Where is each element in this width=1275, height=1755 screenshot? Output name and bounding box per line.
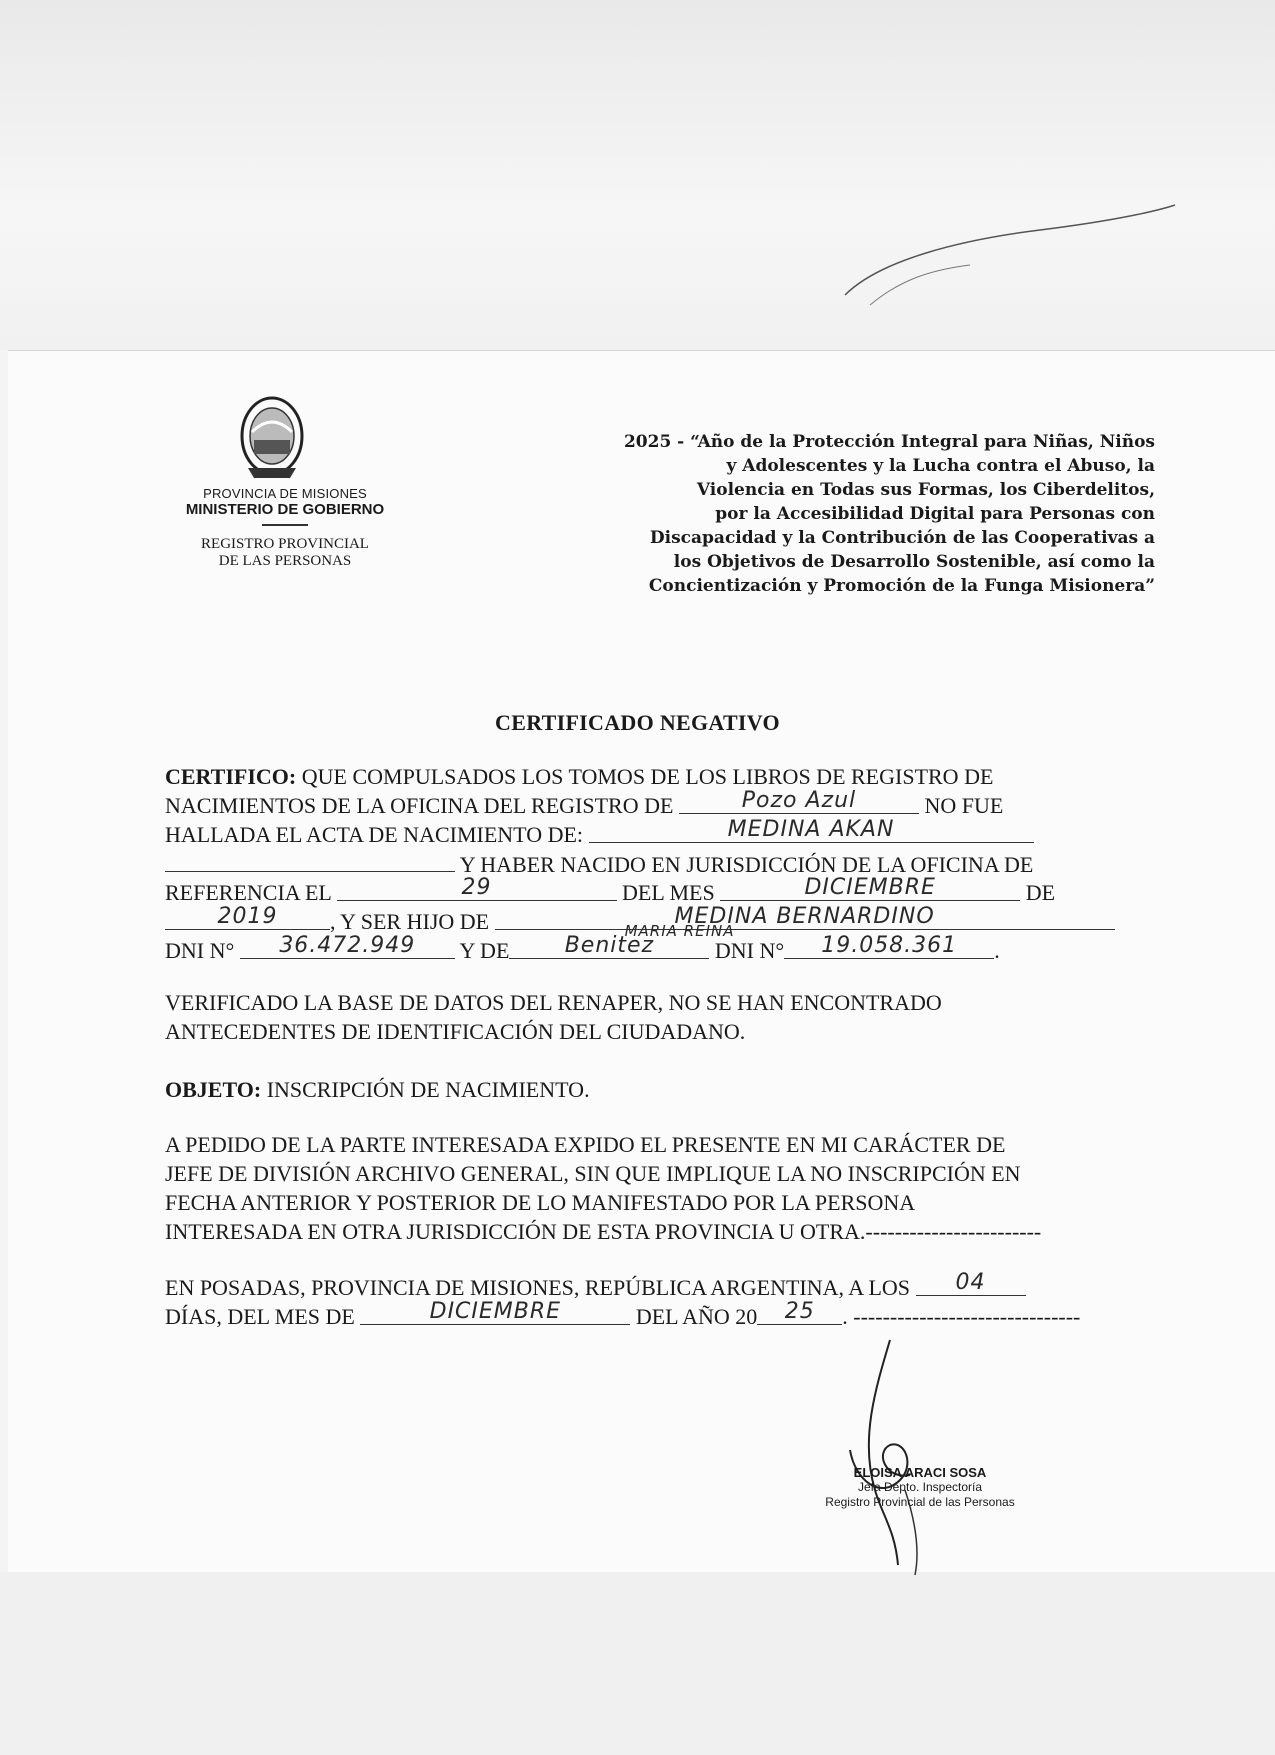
- handwritten-signature: [820, 1330, 940, 1580]
- motto-line: 2025 - “Año de la Protección Integral para Niñas, Niños: [623, 432, 1155, 452]
- certifico-text: QUE COMPULSADOS LOS TOMOS DE LOS LIBROS DE REGISTRO DE: [301, 764, 994, 789]
- certifico-text: Y HABER NACIDO EN JURISDICCIÓN DE LA OFICINA DE: [459, 852, 1034, 877]
- mother-dni-value: 19.058.361: [821, 933, 958, 958]
- birth-month-field: [720, 875, 1020, 901]
- office-field: [679, 788, 919, 814]
- issue-day-field: [916, 1270, 1026, 1296]
- verificado-line: VERIFICADO LA BASE DE DATOS DEL RENAPER, NO SE HAN ENCONTRADO: [165, 990, 942, 1015]
- motto-line: Concientización y Promoción de la Funga Misionera”: [648, 576, 1155, 596]
- scan-background-bottom: [0, 1572, 1275, 1755]
- certifico-text: , Y SER HIJO DE: [330, 909, 490, 934]
- mother-dni-field: [784, 933, 994, 959]
- issue-month-value: DICIEMBRE: [429, 1299, 562, 1324]
- father-dni-field: [240, 933, 455, 959]
- signer-role: Jefa Depto. Inspectoría: [857, 1480, 983, 1494]
- pedido-section: [165, 1130, 1165, 1246]
- motto-line: Discapacidad y la Contribución de las Cooperativas a: [649, 528, 1155, 548]
- header-divider: [262, 524, 308, 526]
- objeto-text: INSCRIPCIÓN DE NACIMIENTO.: [266, 1077, 590, 1102]
- birth-day-field: [337, 875, 617, 901]
- pedido-line: INTERESADA EN OTRA JURISDICCIÓN DE ESTA PROVINCIA U OTRA.------------------------: [165, 1219, 1042, 1244]
- signer-name: ELOISA ARACI SOSA: [853, 1465, 987, 1480]
- name-field: [589, 817, 1034, 843]
- registry-name-line2: DE LAS PERSONAS: [218, 553, 352, 569]
- official-stamp: [790, 1465, 1050, 1510]
- mother-last-name-field: [509, 933, 709, 959]
- year-motto: [500, 430, 1155, 598]
- pen-stroke-mark: [840, 200, 1180, 310]
- objeto-label: OBJETO:: [165, 1077, 262, 1102]
- certifico-text: REFERENCIA EL: [165, 880, 332, 905]
- birth-year-value: 2019: [217, 904, 278, 929]
- name-field-continued: [165, 849, 455, 872]
- certifico-section: CERTIFICO: QUE COMPULSADOS LOS TOMOS DE LOS LIBROS DE REGISTRO DE NACIMIENTOS DE LA OFICINA DEL REGISTRO DE Pozo Azul NO FUE HALLADA EL ACTA DE NACIMIENTO DE: MEDINA AKAN Y HABER NACIDO EN JURISDICCIÓN DE LA OFICINA DE REFERENCIA EL 29 DEL MES DICIEMBRE DE 2019 , Y SER HIJO DE MEDINA BERNARDINO MARIA REINA DNI N° 36.472.949 Y DE Benitez DNI N° 19.058.361 .: [165, 762, 1165, 965]
- issue-year-value: 25: [784, 1299, 815, 1324]
- issue-day-value: 04: [955, 1270, 986, 1295]
- objeto-section: [165, 1075, 1165, 1104]
- mother-first-name-value: MARIA REINA: [624, 922, 735, 940]
- certifico-text: DNI N°: [714, 938, 785, 963]
- registry-name-line1: REGISTRO PROVINCIAL: [201, 536, 369, 552]
- office-value: Pozo Azul: [741, 788, 857, 813]
- certifico-text: HALLADA EL ACTA DE NACIMIENTO DE:: [165, 822, 584, 847]
- place-date-section: [165, 1270, 1165, 1331]
- issue-year-field: [757, 1299, 842, 1325]
- ministry-name: MINISTERIO DE GOBIERNO: [185, 501, 385, 518]
- verificado-line: ANTECEDENTES DE IDENTIFICACIÓN DEL CIUDADANO.: [165, 1019, 746, 1044]
- father-name-field: [495, 904, 1115, 940]
- father-name-value: MEDINA BERNARDINO: [674, 904, 935, 929]
- certifico-text: Y DE: [459, 938, 510, 963]
- certifico-label: CERTIFICO:: [165, 764, 297, 789]
- verificado-section: [165, 988, 1165, 1046]
- pedido-line: JEFE DE DIVISIÓN ARCHIVO GENERAL, SIN QUE IMPLIQUE LA NO INSCRIPCIÓN EN: [165, 1161, 1021, 1186]
- birth-month-value: DICIEMBRE: [804, 875, 936, 900]
- birth-year-field: [165, 904, 330, 930]
- issuing-organization: [150, 486, 420, 570]
- issue-month-field: [360, 1299, 630, 1325]
- province-crest-icon: [234, 392, 310, 482]
- province-name: PROVINCIA DE MISIONES: [203, 486, 367, 501]
- signer-department: Registro Provincial de las Personas: [825, 1495, 1015, 1509]
- certifico-text: DEL MES: [622, 880, 715, 905]
- father-dni-value: 36.472.949: [279, 933, 416, 958]
- pedido-line: FECHA ANTERIOR Y POSTERIOR DE LO MANIFESTADO POR LA PERSONA: [165, 1190, 916, 1215]
- certifico-text: DNI N°: [165, 938, 235, 963]
- document-title: CERTIFICADO NEGATIVO: [495, 710, 780, 735]
- place-date-text: DÍAS, DEL MES DE: [165, 1304, 355, 1329]
- motto-line: y Adolescentes y la Lucha contra el Abuso, la: [726, 456, 1155, 476]
- place-date-text: EN POSADAS, PROVINCIA DE MISIONES, REPÚBLICA ARGENTINA, A LOS: [165, 1275, 911, 1300]
- place-date-text: . -------------------------------: [842, 1304, 1081, 1329]
- name-value: MEDINA AKAN: [727, 817, 895, 842]
- place-date-text: DEL AÑO 20: [635, 1304, 758, 1329]
- certifico-text: DE: [1025, 880, 1056, 905]
- motto-line: los Objetivos de Desarrollo Sostenible, así como la: [673, 552, 1155, 572]
- mother-last-name-value: Benitez: [564, 933, 655, 958]
- pedido-line: A PEDIDO DE LA PARTE INTERESADA EXPIDO EL PRESENTE EN MI CARÁCTER DE: [165, 1132, 1006, 1157]
- certifico-text: NO FUE: [924, 793, 1004, 818]
- birth-day-value: 29: [461, 875, 492, 900]
- motto-line: Violencia en Todas sus Formas, los Ciberdelitos,: [696, 480, 1155, 500]
- certifico-text: NACIMIENTOS DE LA OFICINA DEL REGISTRO DE: [165, 793, 674, 818]
- motto-line: por la Accesibilidad Digital para Personas con: [715, 504, 1155, 524]
